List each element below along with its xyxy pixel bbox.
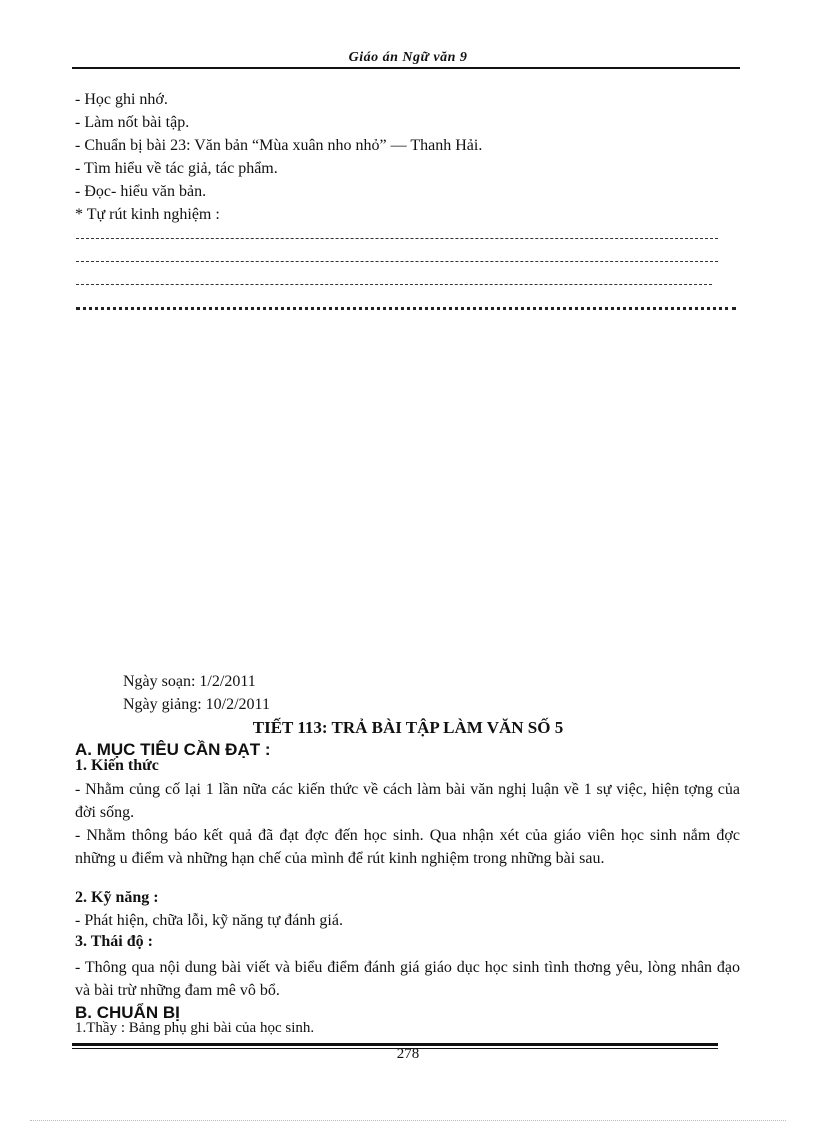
skills-paragraph: - Phát hiện, chữa lỗi, kỹ năng tự đánh giá. [75, 912, 343, 929]
attitude-paragraph: - Thông qua nội dung bài viết và biểu điểm đánh giá giáo dục học sinh tình thơng yêu, lòng nhân đạo và bài trừ những đam mê vô bổ. [75, 959, 740, 999]
homework-line: - Làm nốt bài tập. [75, 114, 190, 131]
homework-line: - Chuẩn bị bài 23: Văn bản “Mùa xuân nho nhỏ” — Thanh Hải. [75, 137, 483, 154]
date-taught: Ngày giảng: 10/2/2011 [123, 696, 270, 713]
section-b-heading: B. CHUẨN BỊ [75, 1003, 180, 1022]
homework-line: - Tìm hiểu về tác giả, tác phẩm. [75, 160, 278, 177]
homework-line: - Học ghi nhớ. [75, 91, 168, 108]
knowledge-paragraph: - Nhằm thông báo kết quả đã đạt đợc đến học sinh. Qua nhận xét của giáo viên học sinh nắm đợc những u điểm và những hạn chế của mình để rút kinh nghiệm trong những bài sau. [75, 827, 740, 867]
header-title: Giáo án Ngữ văn 9 [348, 50, 468, 65]
homework-line: - Đọc- hiểu văn bản. [75, 183, 207, 200]
notes-dashed-line [76, 261, 718, 262]
skills-heading: 2. Kỹ năng : [75, 889, 159, 906]
notes-dashed-line [76, 238, 718, 239]
attitude-heading: 3. Thái độ : [75, 933, 153, 950]
teacher-preparation: 1.Thầy : Bảng phụ ghi bài của học sinh. [75, 1020, 315, 1036]
lesson-title: TIẾT 113: TRẢ BÀI TẬP LÀM VĂN SỐ 5 [252, 718, 564, 737]
knowledge-heading: 1. Kiến thức [75, 757, 159, 774]
section-a-heading: A. MỤC TIÊU CẦN ĐẠT : [75, 740, 271, 759]
experience-notes-label: * Tự rút kinh nghiệm : [75, 206, 220, 223]
knowledge-paragraph: - Nhằm củng cố lại 1 lần nữa các kiến thức về cách làm bài văn nghị luận về 1 sự việc, hiện tợng của đời sống. [75, 781, 740, 821]
page-number: 278 [396, 1046, 420, 1062]
notes-dashed-line [76, 284, 712, 285]
header-rule [72, 67, 740, 69]
page-edge-dots [30, 1120, 786, 1121]
notes-dotted-line [76, 307, 736, 310]
date-prepared: Ngày soạn: 1/2/2011 [123, 673, 256, 690]
